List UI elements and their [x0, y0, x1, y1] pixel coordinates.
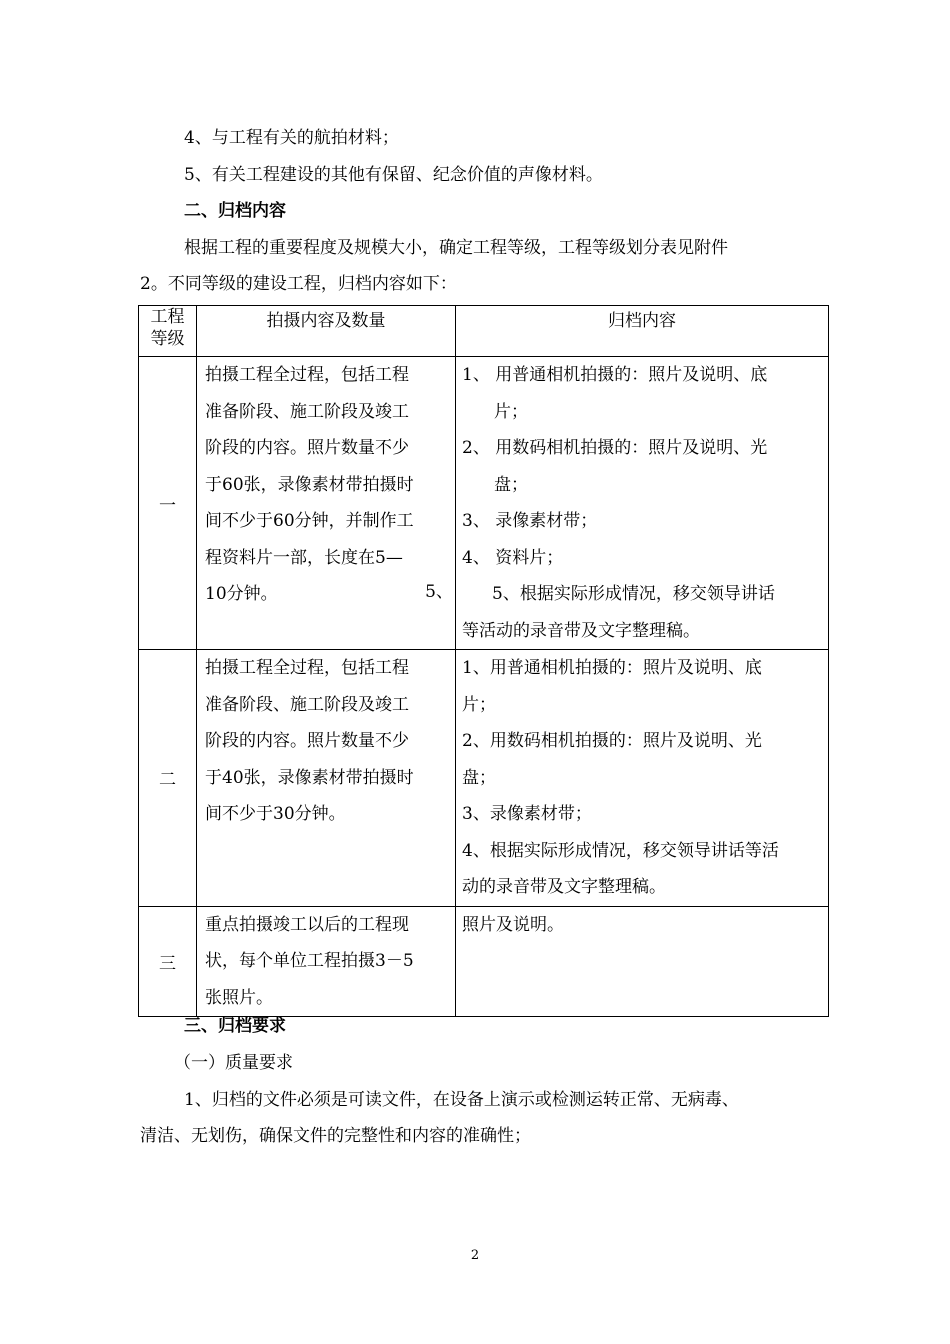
shoot-line: 间不少于60分钟，并制作工 — [205, 511, 414, 531]
shoot-cell — [197, 357, 456, 650]
archive-line: 4、 资料片； — [462, 547, 564, 568]
subsection-quality-requirements: （一）质量要求 — [174, 1053, 293, 1073]
requirement-1-line1: 1、归档的文件必须是可读文件，在设备上演示或检测运转正常、无病毒、 — [184, 1090, 739, 1110]
shoot-line: 阶段的内容。照片数量不少 — [205, 731, 409, 751]
section-heading-archive-requirements: 三、归档要求 — [184, 1016, 286, 1036]
shoot-line: 准备阶段、施工阶段及竣工 — [205, 694, 409, 715]
intro-paragraph-line1: 根据工程的重要程度及规模大小，确定工程等级，工程等级划分表见附件 — [184, 238, 728, 258]
archive-line: 等活动的录音带及文字整理稿。 — [462, 620, 700, 641]
page-number: 2 — [470, 1248, 480, 1263]
header-grade-line2: 等级 — [150, 329, 185, 349]
shoot-line: 阶段的内容。照片数量不少 — [205, 438, 409, 458]
archive-line: 5、根据实际形成情况，移交领导讲话 — [492, 584, 775, 604]
shoot-line: 重点拍摄竣工以后的工程现 — [205, 914, 409, 935]
header-archive: 归档内容 — [456, 306, 829, 357]
header-grade-line1: 工程 — [150, 307, 185, 327]
grade-cell: 二 — [139, 650, 197, 907]
table-row — [139, 650, 829, 907]
shoot-cell — [197, 906, 456, 1017]
archive-line: 3、录像素材带； — [462, 804, 592, 824]
archive-line: 2、 用数码相机拍摄的：照片及说明、光 — [462, 438, 768, 458]
archive-cell — [456, 906, 829, 1017]
shoot-line: 间不少于30分钟。 — [205, 804, 346, 824]
shoot-cell — [197, 650, 456, 907]
archive-line: 片； — [462, 694, 496, 715]
archive-line: 1、 用普通相机拍摄的：照片及说明、底 — [462, 365, 768, 385]
stray-number-mark: 5、 — [425, 582, 453, 602]
paragraph-item-4: 4、与工程有关的航拍材料； — [184, 128, 399, 148]
table-row — [139, 357, 829, 650]
paragraph-item-5: 5、有关工程建设的其他有保留、纪念价值的声像材料。 — [184, 165, 603, 185]
shoot-line: 拍摄工程全过程，包括工程 — [205, 658, 409, 678]
table-row — [139, 906, 829, 1017]
section-heading-archive-content: 二、归档内容 — [184, 201, 286, 221]
shoot-line: 10分钟。 — [205, 584, 278, 604]
shoot-line: 于40张，录像素材带拍摄时 — [205, 767, 414, 788]
shoot-line: 张照片。 — [205, 987, 273, 1008]
archive-line: 盘； — [462, 767, 496, 788]
grade-cell: 一 — [139, 357, 197, 650]
shoot-line: 拍摄工程全过程，包括工程 — [205, 365, 409, 385]
archive-line: 1、用普通相机拍摄的：照片及说明、底 — [462, 658, 762, 678]
table-header-row — [139, 306, 829, 357]
shoot-line: 于60张，录像素材带拍摄时 — [205, 474, 414, 495]
archive-line: 片； — [494, 401, 528, 422]
archive-line: 2、用数码相机拍摄的：照片及说明、光 — [462, 731, 762, 751]
archive-line: 3、 录像素材带； — [462, 511, 598, 531]
archive-cell — [456, 357, 829, 650]
header-shoot: 拍摄内容及数量 — [197, 306, 456, 357]
archive-line: 盘； — [494, 474, 528, 495]
shoot-line: 准备阶段、施工阶段及竣工 — [205, 401, 409, 422]
grade-table — [138, 305, 829, 1017]
archive-line: 动的录音带及文字整理稿。 — [462, 877, 666, 897]
intro-paragraph-line2: 2。不同等级的建设工程，归档内容如下： — [140, 274, 457, 294]
requirement-1-line2: 清洁、无划伤，确保文件的完整性和内容的准确性； — [140, 1126, 531, 1146]
shoot-line: 状，每个单位工程拍摄3－5 — [205, 951, 414, 971]
archive-line: 照片及说明。 — [462, 914, 564, 935]
header-grade — [139, 306, 197, 357]
grade-cell: 三 — [139, 906, 197, 1017]
shoot-line: 程资料片一部，长度在5— — [205, 547, 403, 568]
archive-line: 4、根据实际形成情况，移交领导讲话等活 — [462, 840, 779, 861]
archive-cell — [456, 650, 829, 907]
